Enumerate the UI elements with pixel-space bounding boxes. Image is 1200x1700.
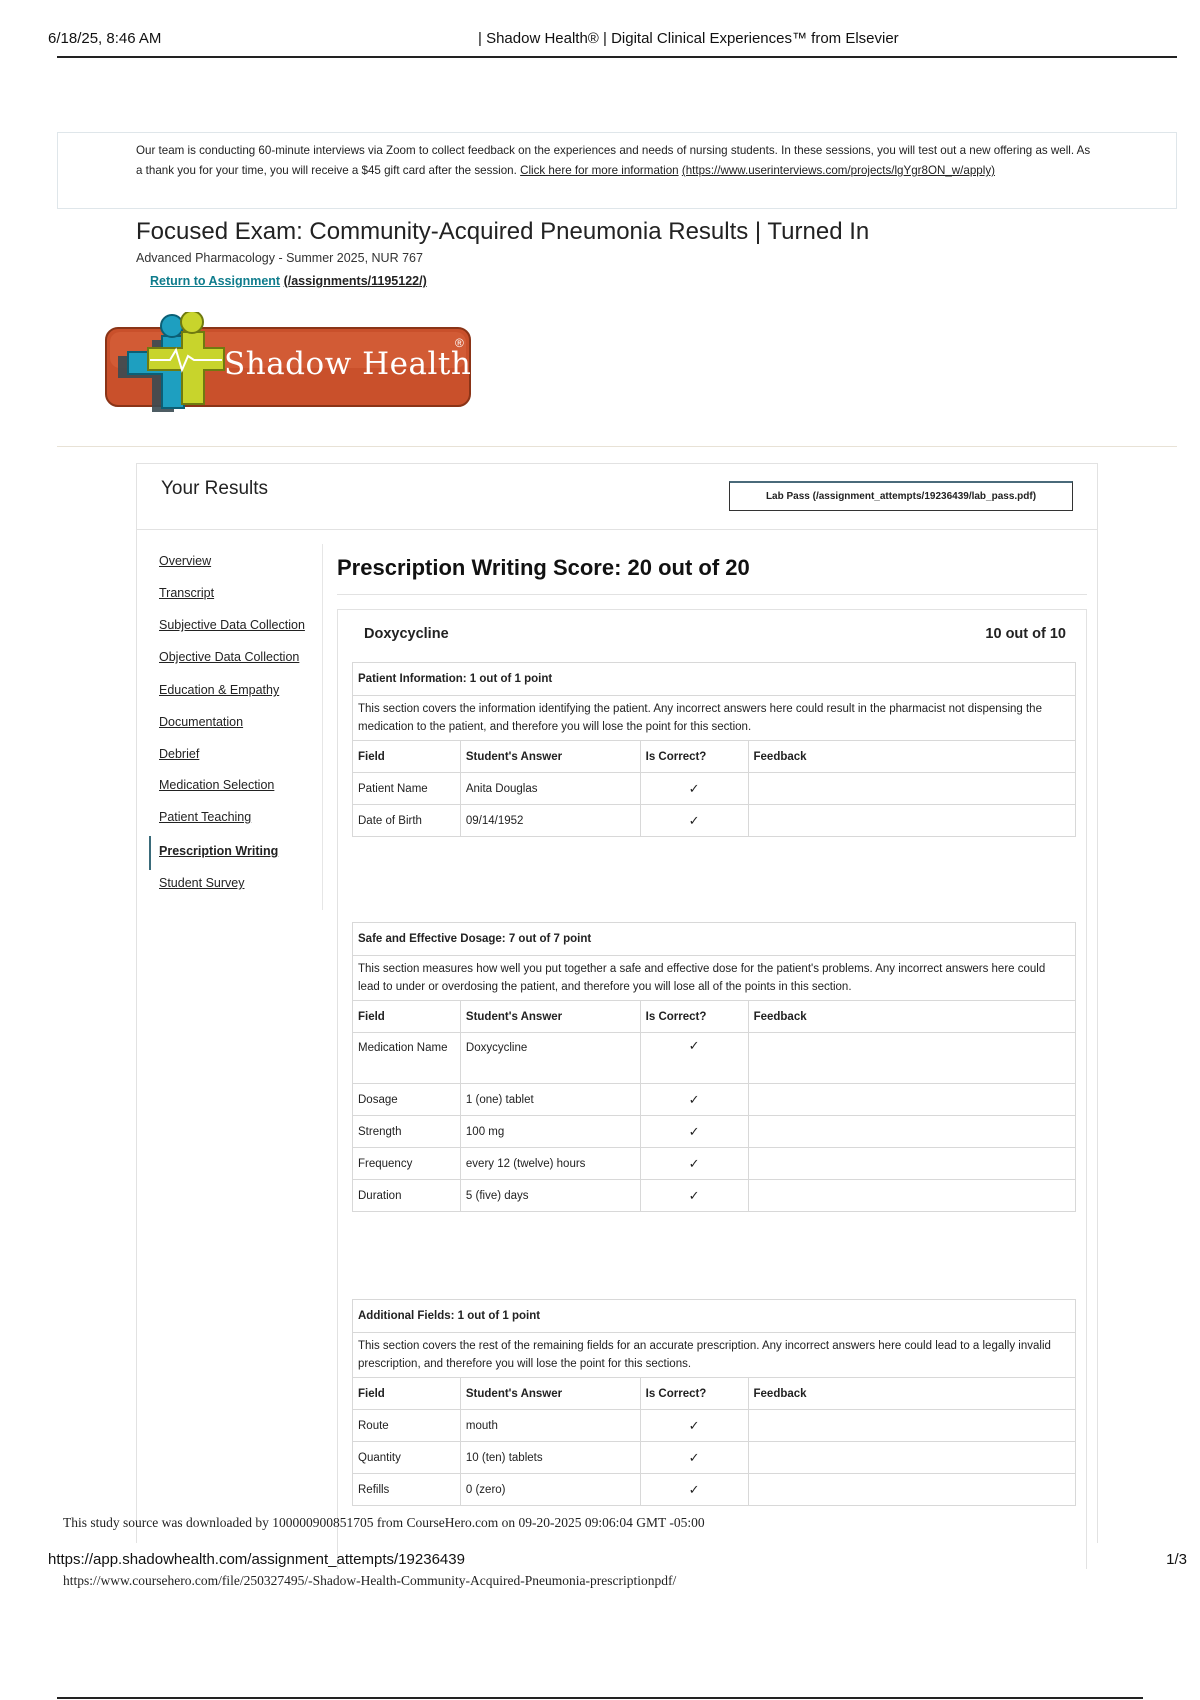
column-answer: Student's Answer [460,741,640,773]
check-icon: ✓ [640,1180,748,1212]
column-correct: Is Correct? [640,1378,748,1410]
row-feedback [748,773,1075,805]
section-description: This section covers the information identifying the patient. Any incorrect answers here could result in the pharmacist not dispensing the medication to the patient, and therefore you will lose the point for this section. [353,696,1076,741]
source-url: https://www.coursehero.com/file/250327495/-Shadow-Health-Community-Acquired-Pneumonia-prescriptionpdf/ [63,1573,677,1588]
row-answer: 09/14/1952 [460,805,640,837]
row-feedback [748,1148,1075,1180]
section-divider [57,446,1177,447]
column-correct: Is Correct? [640,741,748,773]
sidebar-item-education-empathy[interactable]: Education & Empathy [159,683,280,697]
row-answer: mouth [460,1410,640,1442]
lab-pass-button[interactable]: Lab Pass (/assignment_attempts/19236439/lab_pass.pdf) [729,481,1073,511]
page-title: Focused Exam: Community-Acquired Pneumonia Results | Turned In [136,218,870,245]
print-page-number: 1/3 [1166,1551,1187,1568]
row-feedback [748,1033,1075,1084]
check-icon: ✓ [640,1474,748,1506]
row-feedback [748,1474,1075,1506]
row-field: Medication Name [353,1033,461,1084]
column-field: Field [353,1001,461,1033]
column-feedback: Feedback [748,1001,1075,1033]
logo-registered-mark: ® [455,336,464,350]
sidebar-item-debrief[interactable]: Debrief [159,747,200,761]
medication-score: 10 out of 10 [985,626,1066,642]
sidebar-item-documentation[interactable]: Documentation [159,715,244,729]
results-sidebar [137,544,323,910]
return-link-text[interactable]: Return to Assignment [150,274,281,288]
table-row [353,1116,1076,1148]
row-feedback [748,1180,1075,1212]
section-title: Safe and Effective Dosage: 7 out of 7 point [353,923,1076,956]
table-row [353,1442,1076,1474]
section-description: This section covers the rest of the remaining fields for an accurate prescription. Any incorrect answers here could lead to a legally invalid prescription, and therefore you will lose the point for this sections. [353,1333,1076,1378]
section-additional-fields [352,1299,1076,1506]
table-row [353,1033,1076,1084]
sidebar-item-transcript[interactable]: Transcript [159,586,215,600]
check-icon: ✓ [640,773,748,805]
row-field: Dosage [353,1084,461,1116]
column-answer: Student's Answer [460,1378,640,1410]
sidebar-item-overview[interactable]: Overview [159,554,212,568]
footer-rule [57,1697,1143,1699]
table-row [353,1180,1076,1212]
shadow-health-logo [104,312,502,420]
medication-name: Doxycycline [364,626,449,642]
row-field: Refills [353,1474,461,1506]
sidebar-item-medication-selection[interactable]: Medication Selection [159,778,275,792]
table-row [353,1148,1076,1180]
section-patient-information [352,662,1076,837]
row-feedback [748,1442,1075,1474]
check-icon: ✓ [640,1410,748,1442]
check-icon: ✓ [640,1116,748,1148]
table-row [353,805,1076,837]
column-feedback: Feedback [748,741,1075,773]
row-answer: 0 (zero) [460,1474,640,1506]
logo-text: Shadow Health [224,346,472,382]
banner-text: Our team is conducting 60-minute interviews via Zoom to collect feedback on the experiences and needs of nursing students. In these sessions, you will test out a new offering as well. As a thank you for your time, you will receive a $45 gift card after the session. [136,144,1091,177]
banner-link[interactable]: Click here for more information [520,164,679,177]
sidebar-item-objective-data-collection[interactable]: Objective Data Collection [159,650,300,664]
coursehero-watermark: This study source was downloaded by 100000900851705 from CourseHero.com on 09-20-2025 09:06:04 GMT -05:00 [63,1515,705,1530]
results-header [137,464,1097,530]
section-description: This section measures how well you put together a safe and effective dose for the patient's problems. Any incorrect answers here could lead to under or overdosing the patient, and therefore you will lose all of the points in this section. [353,956,1076,1001]
row-feedback [748,1084,1075,1116]
return-to-assignment[interactable] [150,274,427,288]
section-title: Patient Information: 1 out of 1 point [353,663,1076,696]
medication-panel [337,609,1087,1569]
check-icon: ✓ [640,1033,748,1084]
row-answer: 1 (one) tablet [460,1084,640,1116]
sidebar-item-student-survey[interactable]: Student Survey [159,876,245,890]
column-answer: Student's Answer [460,1001,640,1033]
sidebar-item-patient-teaching[interactable]: Patient Teaching [159,810,252,824]
row-feedback [748,805,1075,837]
row-answer: 5 (five) days [460,1180,640,1212]
score-divider [337,594,1087,595]
column-correct: Is Correct? [640,1001,748,1033]
table-row [353,1474,1076,1506]
sidebar-item-subjective-data-collection[interactable]: Subjective Data Collection [159,618,305,632]
check-icon: ✓ [640,805,748,837]
results-heading: Your Results [161,478,269,499]
table-row [353,773,1076,805]
score-title: Prescription Writing Score: 20 out of 20 [337,555,750,580]
row-field: Strength [353,1116,461,1148]
header-rule [57,56,1177,58]
print-footer-url: https://app.shadowhealth.com/assignment_attempts/19236439 [48,1551,465,1568]
banner-link-url[interactable]: (https://www.userinterviews.com/projects/lgYgr8ON_w/apply) [681,164,995,177]
row-field: Duration [353,1180,461,1212]
course-name: Advanced Pharmacology - Summer 2025, NUR 767 [136,251,423,265]
row-field: Quantity [353,1442,461,1474]
table-row [353,1410,1076,1442]
column-field: Field [353,1378,461,1410]
return-link-path[interactable]: (/assignments/1195122/) [283,274,427,288]
row-feedback [748,1410,1075,1442]
row-field: Route [353,1410,461,1442]
row-field: Date of Birth [353,805,461,837]
row-field: Patient Name [353,773,461,805]
row-answer: 100 mg [460,1116,640,1148]
sidebar-item-prescription-writing[interactable]: Prescription Writing [159,844,279,858]
sidebar-active-indicator [149,836,151,870]
feedback-banner [57,132,1177,209]
check-icon: ✓ [640,1084,748,1116]
row-feedback [748,1116,1075,1148]
print-header [48,30,1160,58]
results-card [136,463,1098,1543]
row-answer: 10 (ten) tablets [460,1442,640,1474]
check-icon: ✓ [640,1442,748,1474]
row-answer: Doxycycline [460,1033,640,1084]
section-safe-effective-dosage [352,922,1076,1212]
column-feedback: Feedback [748,1378,1075,1410]
section-title: Additional Fields: 1 out of 1 point [353,1300,1076,1333]
print-date: 6/18/25, 8:46 AM [48,30,162,47]
row-field: Frequency [353,1148,461,1180]
check-icon: ✓ [640,1148,748,1180]
table-row [353,1084,1076,1116]
row-answer: every 12 (twelve) hours [460,1148,640,1180]
print-title: | Shadow Health® | Digital Clinical Experiences™ from Elsevier [478,30,899,47]
column-field: Field [353,741,461,773]
row-answer: Anita Douglas [460,773,640,805]
